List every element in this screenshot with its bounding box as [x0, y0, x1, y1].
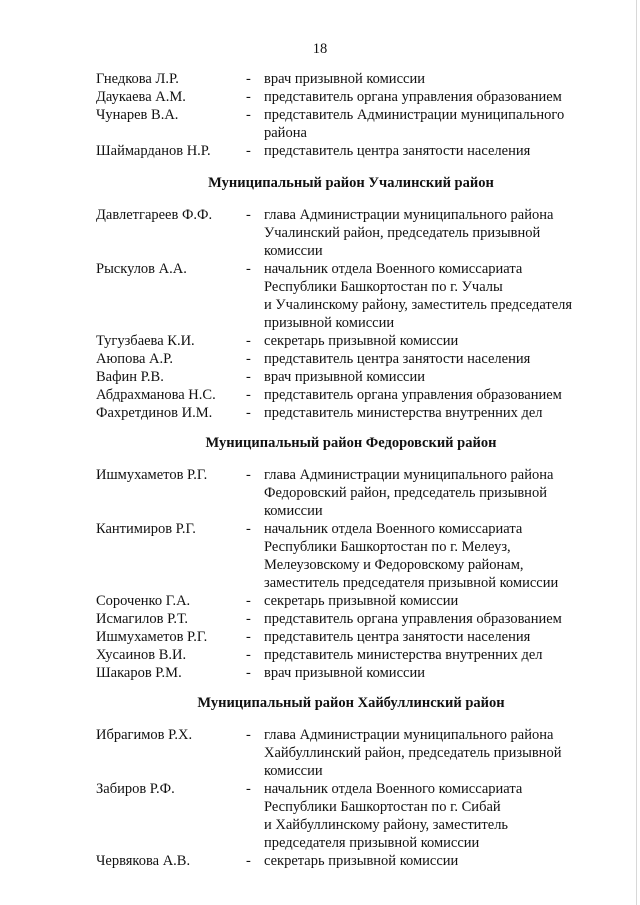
- member-row: [96, 350, 606, 368]
- separator-dash: -: [246, 853, 251, 869]
- role-line: Мелеузовскому и Федоровскому районам,: [264, 557, 524, 573]
- member-role: [264, 404, 606, 422]
- member-name: Хусаинов В.И.: [96, 647, 187, 663]
- member-role: [264, 852, 606, 870]
- member-name: Исмагилов Р.Т.: [96, 611, 188, 627]
- member-row: [96, 726, 606, 780]
- separator-dash: -: [246, 333, 251, 349]
- role-line: секретарь призывной комиссии: [264, 593, 459, 609]
- role-line: председателя призывной комиссии: [264, 835, 480, 851]
- role-line: представитель органа управления образованием: [264, 611, 562, 627]
- role-line: Хайбуллинский район, председатель призывной: [264, 745, 562, 761]
- member-row: [96, 520, 606, 592]
- member-row: [96, 664, 606, 682]
- member-role: [264, 260, 606, 332]
- member-role: [264, 780, 606, 852]
- role-line: представитель министерства внутренних дел: [264, 405, 543, 421]
- role-line: представитель центра занятости населения: [264, 143, 531, 159]
- member-row: [96, 628, 606, 646]
- member-row: [96, 70, 606, 88]
- member-row: [96, 646, 606, 664]
- separator-dash: -: [246, 107, 251, 123]
- member-row: [96, 780, 606, 852]
- separator-dash: -: [246, 593, 251, 609]
- separator-dash: -: [246, 781, 251, 797]
- separator-dash: -: [246, 351, 251, 367]
- member-role: [264, 520, 606, 592]
- role-line: района: [264, 125, 307, 141]
- role-line: представитель Администрации муниципального: [264, 107, 565, 123]
- separator-dash: -: [246, 467, 251, 483]
- member-role: [264, 466, 606, 520]
- member-name: Забиров Р.Ф.: [96, 781, 175, 797]
- member-name: Шаймарданов Н.Р.: [96, 143, 211, 159]
- section-title: Муниципальный район Хайбуллинский район: [197, 695, 505, 711]
- role-line: заместитель председателя призывной комиссии: [264, 575, 559, 591]
- separator-dash: -: [246, 207, 251, 223]
- role-line: Республики Башкортостан по г. Сибай: [264, 799, 501, 815]
- section-title: Муниципальный район Учалинский район: [208, 175, 494, 191]
- member-row: [96, 592, 606, 610]
- commission-list: [96, 70, 606, 870]
- member-name: Абдрахманова Н.С.: [96, 387, 216, 403]
- separator-dash: -: [246, 261, 251, 277]
- member-name: Сороченко Г.А.: [96, 593, 191, 609]
- member-row: [96, 368, 606, 386]
- separator-dash: -: [246, 71, 251, 87]
- separator-dash: -: [246, 611, 251, 627]
- member-role: [264, 646, 606, 664]
- member-row: [96, 332, 606, 350]
- role-line: врач призывной комиссии: [264, 71, 425, 87]
- member-name: Аюпова А.Р.: [96, 351, 174, 367]
- separator-dash: -: [246, 521, 251, 537]
- member-row: [96, 88, 606, 106]
- member-role: [264, 350, 606, 368]
- member-role: [264, 332, 606, 350]
- role-line: начальник отдела Военного комиссариата: [264, 521, 523, 537]
- member-name: Шакаров Р.М.: [96, 665, 182, 681]
- member-name: Тугузбаева К.И.: [96, 333, 195, 349]
- section-title: Муниципальный район Федоровский район: [205, 435, 497, 451]
- member-role: [264, 592, 606, 610]
- role-line: комиссии: [264, 763, 323, 779]
- role-line: глава Администрации муниципального района: [264, 207, 554, 223]
- member-name: Ишмухаметов Р.Г.: [96, 629, 208, 645]
- role-line: и Учалинскому району, заместитель председателя: [264, 297, 573, 313]
- member-name: Ибрагимов Р.Х.: [96, 727, 193, 743]
- member-row: [96, 852, 606, 870]
- member-row: [96, 260, 606, 332]
- role-line: Учалинский район, председатель призывной: [264, 225, 541, 241]
- separator-dash: -: [246, 647, 251, 663]
- member-row: [96, 404, 606, 422]
- role-line: начальник отдела Военного комиссариата: [264, 261, 523, 277]
- member-row: [96, 206, 606, 260]
- member-row: [96, 142, 606, 160]
- member-name: Червякова А.В.: [96, 853, 191, 869]
- member-name: Ишмухаметов Р.Г.: [96, 467, 208, 483]
- member-role: [264, 628, 606, 646]
- member-row: [96, 610, 606, 628]
- member-name: Чунарев В.А.: [96, 107, 179, 123]
- role-line: Федоровский район, председатель призывной: [264, 485, 547, 501]
- member-role: [264, 664, 606, 682]
- separator-dash: -: [246, 629, 251, 645]
- separator-dash: -: [246, 369, 251, 385]
- role-line: представитель органа управления образованием: [264, 89, 562, 105]
- role-line: глава Администрации муниципального района: [264, 467, 554, 483]
- member-role: [264, 70, 606, 88]
- member-role: [264, 206, 606, 260]
- member-name: Гнедкова Л.Р.: [96, 71, 179, 87]
- member-row: [96, 466, 606, 520]
- member-role: [264, 610, 606, 628]
- role-line: представитель центра занятости населения: [264, 629, 531, 645]
- member-name: Давлетгареев Ф.Ф.: [96, 207, 213, 223]
- member-name: Даукаева А.М.: [96, 89, 186, 105]
- separator-dash: -: [246, 89, 251, 105]
- role-line: секретарь призывной комиссии: [264, 853, 459, 869]
- role-line: секретарь призывной комиссии: [264, 333, 459, 349]
- member-role: [264, 368, 606, 386]
- role-line: врач призывной комиссии: [264, 369, 425, 385]
- separator-dash: -: [246, 405, 251, 421]
- role-line: представитель министерства внутренних дел: [264, 647, 543, 663]
- role-line: представитель органа управления образованием: [264, 387, 562, 403]
- separator-dash: -: [246, 727, 251, 743]
- role-line: представитель центра занятости населения: [264, 351, 531, 367]
- member-name: Рыскулов А.А.: [96, 261, 187, 277]
- member-role: [264, 726, 606, 780]
- page-number: 18: [312, 41, 328, 57]
- member-role: [264, 142, 606, 160]
- member-name: Фахретдинов И.М.: [96, 405, 213, 421]
- member-name: Вафин Р.В.: [96, 369, 164, 385]
- member-row: [96, 106, 606, 142]
- role-line: комиссии: [264, 243, 323, 259]
- member-name: Кантимиров Р.Г.: [96, 521, 196, 537]
- role-line: Республики Башкортостан по г. Мелеуз,: [264, 539, 511, 555]
- role-line: призывной комиссии: [264, 315, 395, 331]
- separator-dash: -: [246, 387, 251, 403]
- role-line: комиссии: [264, 503, 323, 519]
- member-role: [264, 386, 606, 404]
- role-line: Республики Башкортостан по г. Учалы: [264, 279, 503, 295]
- member-role: [264, 106, 606, 142]
- role-line: и Хайбуллинскому району, заместитель: [264, 817, 509, 833]
- role-line: врач призывной комиссии: [264, 665, 425, 681]
- role-line: начальник отдела Военного комиссариата: [264, 781, 523, 797]
- member-row: [96, 386, 606, 404]
- member-role: [264, 88, 606, 106]
- separator-dash: -: [246, 143, 251, 159]
- role-line: глава Администрации муниципального района: [264, 727, 554, 743]
- separator-dash: -: [246, 665, 251, 681]
- scan-edge-line: [636, 0, 637, 905]
